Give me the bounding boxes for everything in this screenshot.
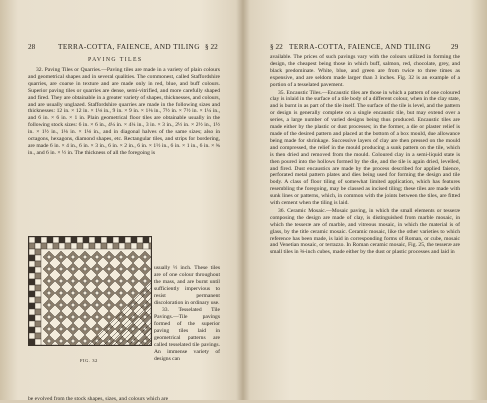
lattice-center — [131, 255, 135, 259]
lattice-center — [71, 303, 75, 307]
border-tile — [35, 339, 41, 345]
lattice-center — [47, 279, 51, 283]
lattice-center — [143, 255, 147, 259]
border-tile — [53, 237, 59, 243]
lattice-center — [59, 267, 63, 271]
border-tile — [29, 339, 35, 345]
lattice-center — [47, 315, 51, 319]
lattice-center — [83, 279, 87, 283]
lattice-center — [119, 303, 123, 307]
border-tile — [125, 237, 131, 243]
border-tile — [29, 309, 35, 315]
border-tile — [119, 237, 125, 243]
border-tile — [89, 237, 95, 243]
paragraph-32 — [28, 67, 220, 157]
border-tile — [113, 243, 119, 249]
border-tile — [35, 291, 41, 297]
border-tile — [29, 261, 35, 267]
border-tile — [35, 285, 41, 291]
paragraph-33-intro: 33. Tesselated Tile Pavings.—Tile pavings formed of the superior paving tiles laid in geometrical patterns are called tesselated tile pavings. An immense variety of designs can — [154, 307, 220, 362]
border-tile — [35, 243, 41, 249]
border-tile — [59, 243, 65, 249]
border-tile — [29, 333, 35, 339]
lattice-center — [59, 315, 63, 319]
border-tile — [77, 243, 83, 249]
border-tile — [29, 297, 35, 303]
bottom-line-text: be evolved from the stock shapes, sizes, and colours which are — [28, 396, 169, 402]
page-number: 29 — [451, 42, 459, 51]
lattice-center — [71, 267, 75, 271]
border-tile — [107, 243, 113, 249]
section-mark: § 22 — [270, 42, 283, 51]
lattice-center — [59, 339, 63, 343]
lattice-center — [71, 255, 75, 259]
border-tile — [143, 243, 149, 249]
border-tile — [137, 243, 143, 249]
border-tile — [83, 237, 89, 243]
lattice-center — [131, 267, 135, 271]
border-tile — [35, 297, 41, 303]
border-tile — [29, 291, 35, 297]
border-tile — [35, 249, 41, 255]
lattice-center — [119, 267, 123, 271]
lattice-center — [119, 255, 123, 259]
section-mark: § 22 — [205, 42, 218, 51]
border-tile — [71, 243, 77, 249]
lattice-center — [131, 291, 135, 295]
lattice-center — [59, 255, 63, 259]
figure-tesselated-pavement — [28, 236, 152, 346]
right-page — [244, 0, 487, 400]
border-tile — [131, 237, 137, 243]
border-tile — [35, 327, 41, 333]
border-tile — [53, 243, 59, 249]
border-tile — [95, 243, 101, 249]
lattice-center — [83, 303, 87, 307]
paragraph-32-text: 32. Paving Tiles or Quarries.—Paving tiles are made in a variety of plain colours and geometrical shapes and in several qualities. The commonest, called Staffordshire quarries, are coarse in texture and are made only in red, blue, and buff colours. Superior paving tiles or quarries are dense, semi-vitrified, and more carefully shaped and fired. They are obtainable in a greater variety of shapes, thicknesses, and colours, and are usually unglazed. Staffordshire quarries are made in the following sizes and thicknesses: 12 in. × 12 in. × 1⅛ in., 9 in. × 9 in. × 1⅛ in., 7½ in. × 7½ in. × 1¼ in., and 6 in. × 6 in. × 1 in. Plain geometrical floor tiles are obtainable usually in the following stock sizes: 6 in. × 6 in., 4¼ in. × 4¼ in., 3 in. × 3 in., 2½ in. × 2½ in., 1½ in. × 1½ in., 1⅛ in. × 1⅛ in., and in diagonal halves of the same sizes; also in octagons, hexagons, diamond shapes, etc. Rectangular tiles, and strips for bordering, are made 6 in. × 4 in., 6 in. × 3 in., 6 in. × 2 in., 6 in. × 1½ in., 6 in. × 1 in., 6 in. × ¾ in., and 6 in. × ½ in. The thickness of all the foregoing is — [28, 67, 220, 156]
lattice-center — [47, 255, 51, 259]
lattice-center — [107, 315, 111, 319]
border-tile — [35, 303, 41, 309]
lattice-center — [59, 291, 63, 295]
lattice-center — [95, 303, 99, 307]
lattice-center — [95, 315, 99, 319]
border-tile — [113, 237, 119, 243]
lattice-center — [107, 267, 111, 271]
lattice-center — [119, 339, 123, 343]
lattice-center — [83, 255, 87, 259]
lattice-center — [143, 279, 147, 283]
side-column-text — [154, 265, 220, 363]
lattice-center — [107, 279, 111, 283]
lattice-center — [107, 255, 111, 259]
lattice-center — [83, 315, 87, 319]
bottom-line — [28, 396, 220, 403]
lattice-center — [83, 339, 87, 343]
border-tile — [125, 243, 131, 249]
border-tile — [29, 267, 35, 273]
lattice-center — [95, 267, 99, 271]
border-tile — [41, 243, 47, 249]
border-tile — [35, 255, 41, 261]
border-tile — [29, 255, 35, 261]
border-tile — [29, 285, 35, 291]
border-tile — [29, 237, 35, 243]
border-tile — [29, 279, 35, 285]
lattice-center — [71, 279, 75, 283]
lattice-center — [71, 327, 75, 331]
border-tile — [119, 243, 125, 249]
lattice-center — [119, 291, 123, 295]
lattice-center — [95, 291, 99, 295]
border-tile — [143, 237, 149, 243]
side-text: usually ½ inch. These tiles are of one colour throughout the mass, and are burnt until sufficiently impervious to resist permanent discoloration in ordinary use. — [154, 265, 220, 306]
border-tile — [35, 237, 41, 243]
border-tile — [29, 249, 35, 255]
lattice-center — [95, 279, 99, 283]
border-tile — [35, 321, 41, 327]
border-tile — [137, 237, 143, 243]
border-tile — [107, 237, 113, 243]
page-number: 28 — [28, 42, 36, 51]
right-body — [270, 54, 460, 256]
lattice-center — [47, 267, 51, 271]
lattice-center — [59, 327, 63, 331]
lattice-center — [47, 339, 51, 343]
border-tile — [29, 303, 35, 309]
lattice-center — [143, 339, 147, 343]
border-tile — [83, 243, 89, 249]
left-page — [0, 0, 243, 400]
section-heading: PAVING TILES — [88, 57, 143, 63]
lattice-center — [83, 327, 87, 331]
lattice-center — [47, 327, 51, 331]
border-tile — [35, 261, 41, 267]
border-tile — [47, 237, 53, 243]
lattice-center — [95, 327, 99, 331]
border-tile — [149, 237, 151, 243]
border-tile — [35, 315, 41, 321]
figure-caption: FIG. 32 — [80, 358, 98, 363]
border-tile — [65, 243, 71, 249]
lattice-center — [143, 315, 147, 319]
border-tile — [47, 243, 53, 249]
border-tile — [35, 267, 41, 273]
border-tile — [95, 237, 101, 243]
border-tile — [29, 321, 35, 327]
border-tile — [35, 273, 41, 279]
lattice-center — [71, 315, 75, 319]
border-tile — [59, 237, 65, 243]
lattice-center — [71, 339, 75, 343]
border-tile — [101, 243, 107, 249]
paragraph-36: 36. Ceramic Mosaic.—Mosaic paving, in which the small elements or tesseræ composing the design are made of clay, is distinguished from marble mosaic, in which the tesseræ are of marble, and vitreous mosaic, in which the material is of glass, by the title ceramic mosaic. Ceramic mosaic, like the other varieties to which reference has been made, is laid in corresponding forms of Roman, or cube, mosaic and Venetian mosaic, or terrazzo. In Roman ceramic mosaic, Fig. 25, the tesseræ are small tiles in ⅜-inch cubes, made either by the dust or plastic processes and laid in — [270, 207, 460, 256]
lattice-center — [131, 327, 135, 331]
lattice-center — [143, 267, 147, 271]
lattice-center — [83, 267, 87, 271]
lattice-center — [47, 291, 51, 295]
lattice-center — [47, 303, 51, 307]
border-tile — [35, 333, 41, 339]
continued-paragraph: available. The prices of such pavings vary with the colours utilized in forming the design, the cheapest being those in which buff, salmon, red, chocolate, grey, and black predominate. White, blue, and green are from twice to three times as expensive, and are seldom made larger than 3 inches. Fig. 32 is an example of a portion of a tesselated pavement. — [270, 54, 460, 88]
border-tile — [29, 243, 35, 249]
border-tile — [35, 309, 41, 315]
lattice-center — [71, 291, 75, 295]
paragraph-35: 35. Encaustic Tiles.—Encaustic tiles are those in which a pattern of one coloured clay is inlaid in the surface of a tile body of a different colour, when in the clay state, and is burnt in as part of the tile itself. The surface of the tile is level, and the pattern or design is generally complete on a single encaustic tile, but may extend over a series, a large number of varied designs being thus produced. Encaustic tiles are made either by the plastic or dust processes; in the former, a die or plaster relief is made of the desired pattern and placed at the bottom of a box mould, due allowance being made for shrinkage. Successive layers of clay are then pressed on the mould and compressed, the relief in the mould producing a sunk pattern on the tile, which is then dried and removed from the mould. Coloured clay in a semi-liquid state is then poured into the hollows formed by the die, and the tile is again dried, levelled, and fired. Dust encaustics are made by the process described for applied faience, perforated metal pattern plates and dies being used for forming the design and tile body. A class of floor tiling of somewhat limited application, which has features resembling the foregoing, may be classed as incised tiling; these tiles are made with sunk lines or patterns, which, in common with the joints between the tiles, are fitted with cement when the tiling is laid. — [270, 89, 460, 207]
lattice-center — [95, 255, 99, 259]
border-tile — [29, 315, 35, 321]
lattice-center — [107, 291, 111, 295]
border-tile — [35, 279, 41, 285]
lattice-center — [107, 303, 111, 307]
lattice-center — [119, 279, 123, 283]
border-tile — [41, 237, 47, 243]
running-title: TERRA-COTTA, FAIENCE, AND TILING — [58, 42, 200, 51]
border-tile — [29, 273, 35, 279]
running-title: TERRA-COTTA, FAIENCE, AND TILING — [289, 42, 431, 51]
border-tile — [29, 327, 35, 333]
border-tile — [65, 237, 71, 243]
border-tile — [71, 237, 77, 243]
lattice-center — [131, 279, 135, 283]
lattice-center — [59, 279, 63, 283]
border-tile — [101, 237, 107, 243]
border-tile — [77, 237, 83, 243]
lattice-center — [59, 303, 63, 307]
lattice-center — [83, 291, 87, 295]
border-tile — [131, 243, 137, 249]
border-tile — [149, 243, 151, 249]
border-tile — [89, 243, 95, 249]
tesselated-pattern-illustration — [29, 237, 151, 345]
